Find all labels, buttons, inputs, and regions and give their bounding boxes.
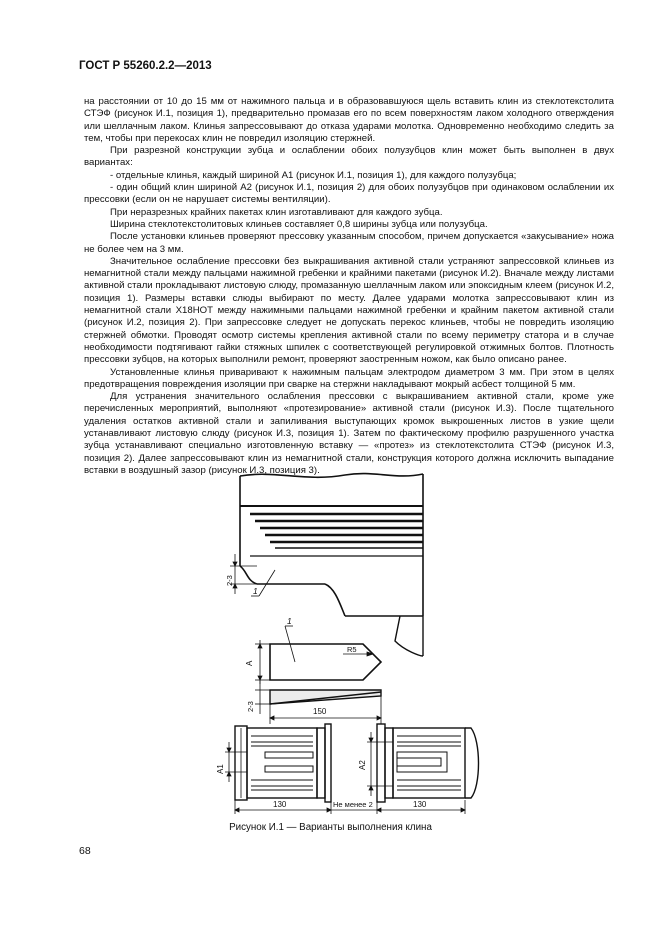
position-label: 1: [287, 616, 292, 626]
length-label: 150: [313, 707, 327, 716]
paragraph: Ширина стеклотекстолитовых клиньев составляет 0,8 ширины зубца или полузубца.: [110, 218, 488, 230]
left-length-label: 130: [273, 800, 287, 809]
gap-label: 2-3: [225, 575, 234, 586]
leader-line: [259, 570, 275, 596]
paragraph: При неразрезных крайних пакетах клин изготавливают для каждого зубца.: [110, 206, 443, 218]
figure-caption: Рисунок И.1 — Варианты выполнения клина: [229, 822, 432, 833]
document-header: ГОСТ Р 55260.2.2—2013: [79, 60, 212, 72]
paragraph: После установки клиньев проверяют прессовку указанным способом, причем допускается «закусывание» ножа не более чем на 3 мм.: [84, 231, 614, 255]
position-label: 1: [253, 586, 258, 596]
page-number: 68: [79, 845, 91, 857]
wedge-side-view: [270, 690, 381, 704]
list-item: - один общий клин шириной A2 (рисунок И.1, позиция 2) для обоих полузубцов при одинаковом ослаблении их прессовки (если он не нарушает системы вентиляции).: [84, 182, 614, 206]
paragraph: на расстоянии от 10 до 15 мм от нажимного пальца и в образовавшуюся щель вставить клин из стеклотекстолита СТЭФ (рисунок И.1, позиция 1), предварительно промазав его по всем поверхностям лаком холодного отверждения или шеллачным лаком. Клинья запрессовывают до отказа ударами молотка. Одновременно необходимо следить за тем, чтобы при перекосах клин не повредил изоляцию стержней.: [84, 96, 614, 144]
dimension-a2-label: A2: [358, 760, 367, 770]
list-item: - отдельные клинья, каждый шириной A1 (рисунок И.1, позиция 1), для каждого полузубца;: [110, 169, 517, 181]
body-text: [84, 96, 614, 477]
wedge-plan-view: [270, 644, 381, 680]
dimension-a1-label: A1: [216, 764, 225, 774]
radius-label: R5: [347, 645, 357, 654]
dimension-a-label: A: [245, 660, 254, 666]
separate-wedges-view: [235, 724, 331, 802]
thickness-label: 2-3: [246, 701, 255, 712]
stator-assembly-drawing: [240, 474, 423, 656]
paragraph: Значительное ослабление прессовки без выкрашивания активной стали устраняют запрессовкой клиньев из немагнитной стали между пальцами нажимной гребенки и крайними пакетами (рисунок И.2). Вначале между листами активной стали прокладывают листовую слюду, промазанную шеллачным лаком или эпоксидным клеем (рисунок И.2, позиция 1). Размеры вставки слюды выбирают по месту. Далее ударами молотка запрессовывают клин из немагнитной стали Х18НОТ между нажимными пальцами нажимной гребенки и крайним пакетом активной стали (рисунок И.2, позиция 2). При запрессовке следует не допускать перекос клиньев, чтобы не повредить изоляцию стержней обмотки. Проводят осмотр системы крепления активной стали по всему периметру статора и в случае необходимости подтягивают гайки стяжных шпилек с соответствующей регулировкой отжимных болтов. Плотность прессовки зубцов, на которых выполнили ремонт, проверяют заостренным ножом, как было описано ранее.: [84, 255, 614, 366]
right-length-label: 130: [413, 800, 427, 809]
paragraph: При разрезной конструкции зубца и ослаблении обоих полузубцов клин может быть выполнен в двух вариантах:: [84, 145, 614, 169]
wedge-figure: [195, 466, 515, 818]
paragraph: Установленные клинья приваривают к нажимным пальцам электродом диаметром 3 мм. При этом в целях предотвращения повреждения изоляции при сварке на стержни накладывают мокрый асбест толщиной 5 мм.: [84, 366, 614, 390]
common-wedge-view: [377, 724, 479, 802]
min-gap-label: Не менее 2: [333, 800, 373, 809]
paragraph: Для устранения значительного ослабления прессовки с выкрашиванием активной стали, кроме уже перечисленных мероприятий, выполняют «протезирование» активной стали (рисунок И.3). После тщательного удаления остатков активной стали и запиливания выступающих кромок выкрошенных листов в узкие щели устанавливают листовую слюду (рисунок И.3, позиция 1). Затем по фактическому профилю разрушенного участка зубца устанавливают специально изготовленную вставку — «протез» из стеклотекстолита СТЭФ (рисунок И.3, позиция 2). Далее запрессовывают клин из немагнитной стали, конструкция которого должна исключить выпадание вставки в воздушный зазор (рисунок И.3, позиция 3).: [84, 391, 614, 476]
